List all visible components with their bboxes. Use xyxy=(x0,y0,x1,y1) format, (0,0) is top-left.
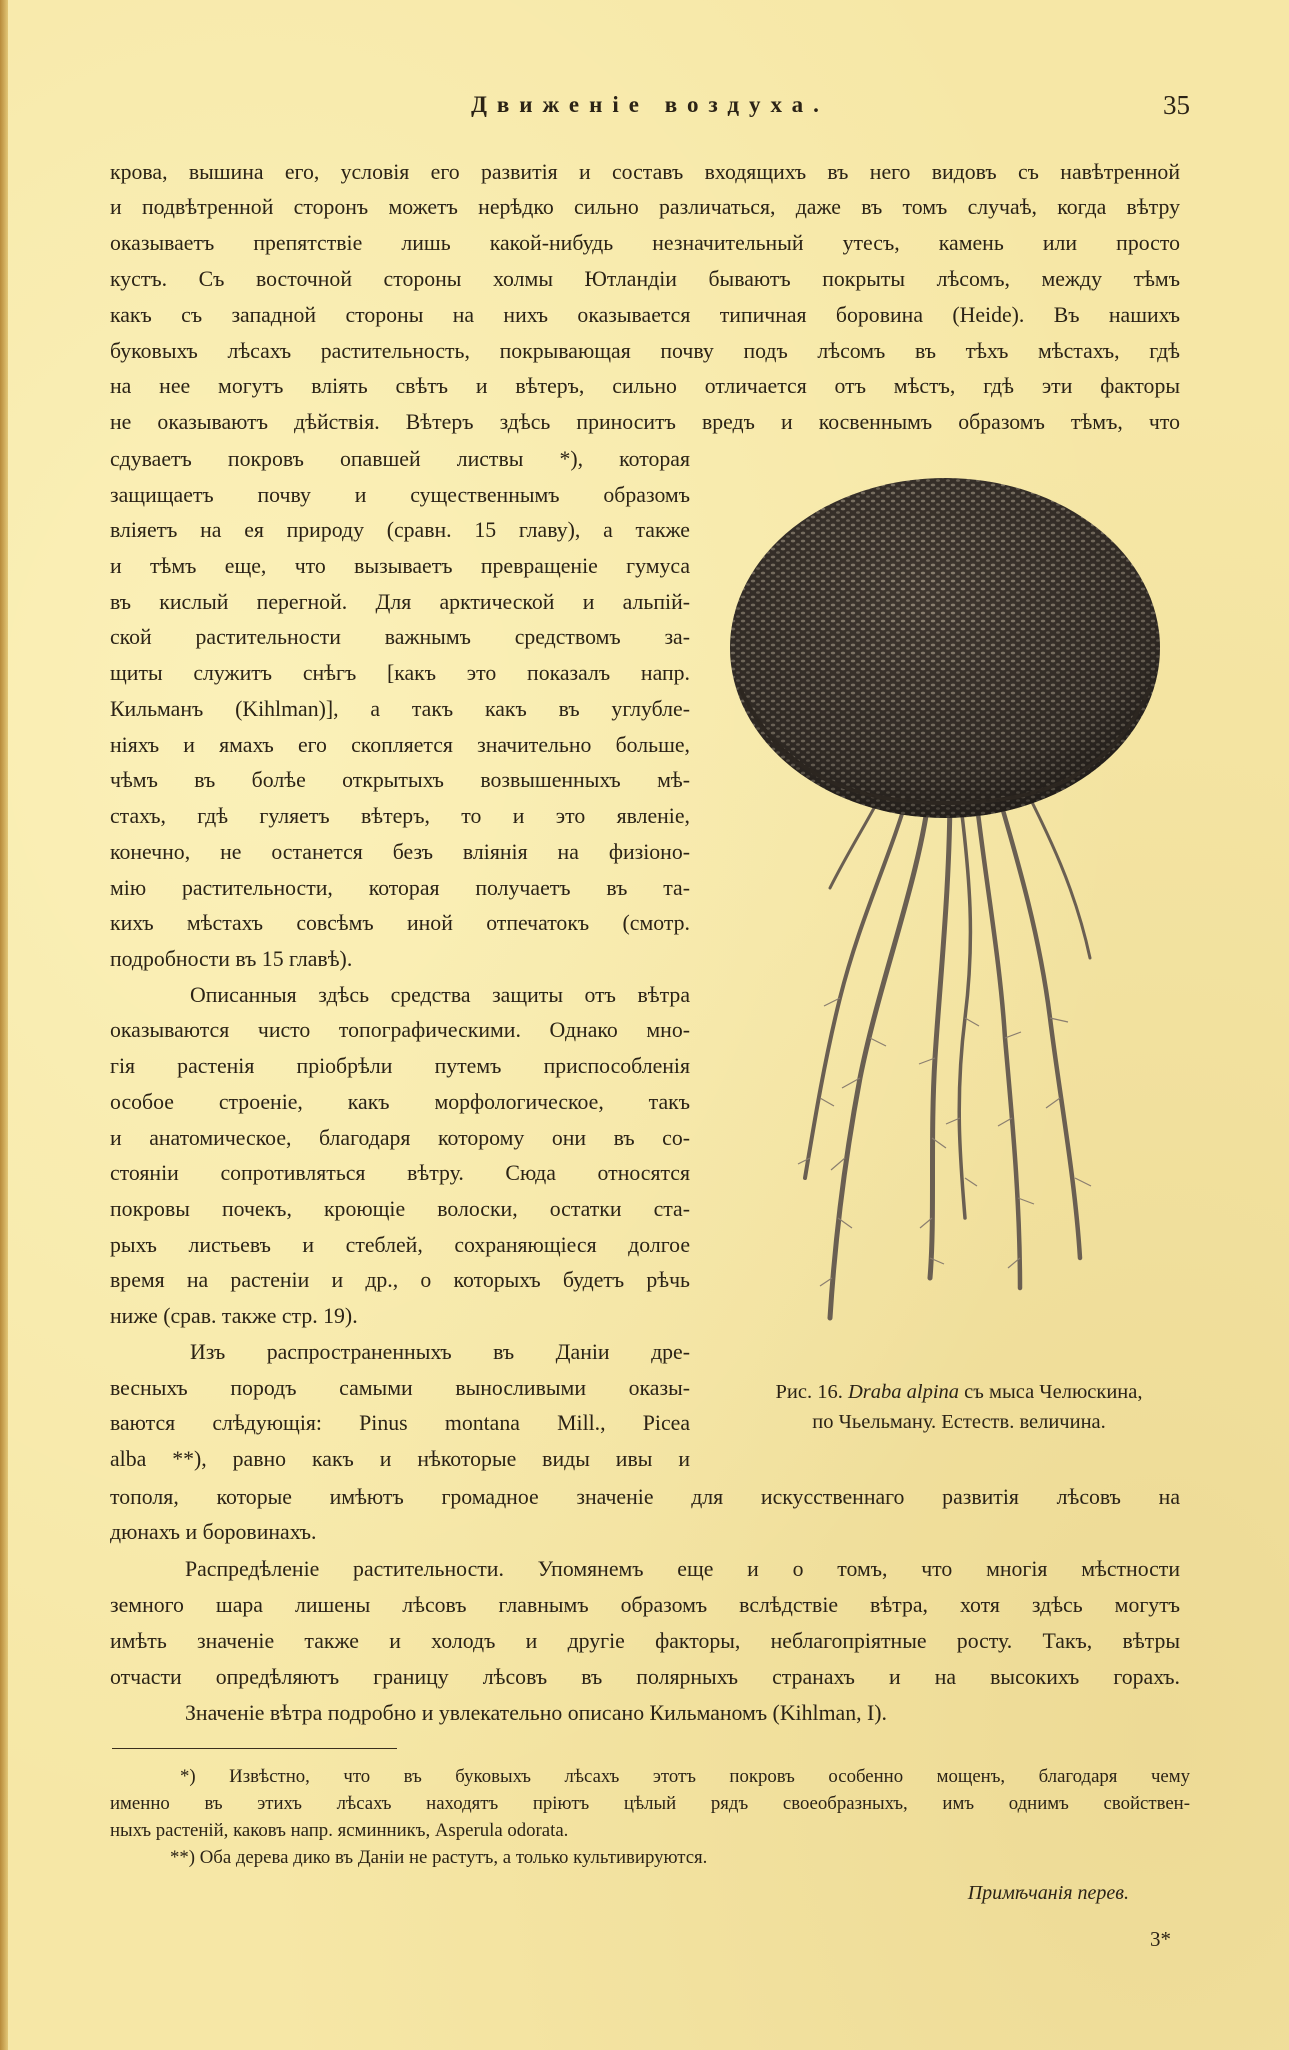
column-line: щиты служитъ снѣгъ [какъ это показалъ напр. xyxy=(110,661,690,685)
caption-species: Draba alpina xyxy=(847,1381,960,1403)
page-number: 35 xyxy=(1163,90,1190,120)
column-line: мію растительности, которая получаетъ въ та- xyxy=(110,876,690,900)
column-line: защищаетъ почву и существеннымъ образомъ xyxy=(110,483,690,507)
text-line: тополя, которые имѣютъ громадное значеніе для искусственнаго развитія лѣсовъ на xyxy=(110,1485,1180,1509)
column-line: ваются слѣдующія: Pinus montana Mill., Picea xyxy=(110,1411,690,1435)
column-line: конечно, не останется безъ вліянія на физіоно- xyxy=(110,840,690,864)
column-line: Изъ распространенныхъ въ Даніи дре- xyxy=(190,1340,690,1364)
column-line: покровы почекъ, кроющіе волоски, остатки ста- xyxy=(110,1197,690,1221)
column-line: подробности въ 15 главѣ). xyxy=(110,947,353,971)
figure-caption xyxy=(714,1378,1204,1406)
column-line: стахъ, гдѣ гуляетъ вѣтеръ, то и это явленіе, xyxy=(110,804,690,828)
section-lead-line: Распредѣленіе растительности. Упомянемъ еще и о томъ, что многія мѣстности xyxy=(185,1557,1180,1581)
text-line: какъ съ западной стороны на нихъ оказывается типичная боровина (Heide). Въ нашихъ xyxy=(110,303,1180,327)
figure-caption-line-2: по Чьельману. Естеств. величина. xyxy=(812,1411,1106,1433)
column-line: и анатомическое, благодаря которому они въ со- xyxy=(110,1126,690,1150)
column-line: гія растенія пріобрѣли путемъ приспособленія xyxy=(110,1054,690,1078)
running-header xyxy=(110,92,1190,126)
column-line: кихъ мѣстахъ совсѣмъ иной отпечатокъ (смотр. xyxy=(110,911,690,935)
column-line: ніяхъ и ямахъ его скопляется значительно больше, xyxy=(110,733,690,757)
text-line: крова, вышина его, условія его развитія и составъ входящихъ въ него видовъ съ навѣтренной xyxy=(110,160,1180,184)
column-line: весныхъ породъ самыми выносливыми оказы- xyxy=(110,1376,690,1400)
column-line: въ кислый перегной. Для арктической и альпій- xyxy=(110,590,690,614)
column-line: Описанныя здѣсь средства защиты отъ вѣтра xyxy=(190,983,690,1007)
column-line: и тѣмъ еще, что вызываетъ превращеніе гумуса xyxy=(110,554,690,578)
column-line: сдуваетъ покровъ опавшей листвы *), которая xyxy=(110,447,690,471)
text-line: на нее могутъ вліять свѣтъ и вѣтеръ, сильно отличается отъ мѣстъ, гдѣ эти факторы xyxy=(110,374,1180,398)
column-line: alba **), равно какъ и нѣкоторые виды ивы и xyxy=(110,1447,690,1471)
draba-alpina-illustration xyxy=(720,458,1190,1358)
column-line: оказываются чисто топографическими. Однако мно- xyxy=(110,1018,690,1042)
text-line: кустъ. Съ восточной стороны холмы Ютландіи бываютъ покрыты лѣсомъ, между тѣмъ xyxy=(110,267,1180,291)
text-line: буковыхъ лѣсахъ растительность, покрывающая почву подъ лѣсомъ въ тѣхъ мѣстахъ, гдѣ xyxy=(110,339,1180,363)
column-line: время на растеніи и др., о которыхъ будетъ рѣчь xyxy=(110,1268,690,1292)
caption-locality: съ мыса Челюскина, xyxy=(964,1381,1143,1403)
translator-note: Примѣчанія перев. xyxy=(967,1882,1129,1904)
text-line: дюнахъ и боровинахъ. xyxy=(110,1520,317,1544)
text-line: Значеніе вѣтра подробно и увлекательно описано Кильманомъ (Kihlman, I). xyxy=(185,1701,887,1725)
text-line: и подвѣтренной сторонъ можетъ нерѣдко сильно различаться, даже въ томъ случаѣ, когда вѣтру xyxy=(110,195,1180,219)
column-line: особое строеніе, какъ морфологическое, такъ xyxy=(110,1090,690,1114)
page-edge xyxy=(0,0,8,2050)
running-title: Движеніе воздуха. xyxy=(471,92,829,117)
column-line: ской растительности важнымъ средствомъ за- xyxy=(110,625,690,649)
text-line: имѣть значеніе также и холодъ и другіе факторы, неблагопріятные росту. Такъ, вѣтры xyxy=(110,1629,1180,1653)
text-line: не оказываютъ дѣйствія. Вѣтеръ здѣсь приноситъ вредъ и косвеннымъ образомъ тѣмъ, что xyxy=(110,410,1180,434)
footnote-line: *) Извѣстно, что въ буковыхъ лѣсахъ этотъ покровъ особенно мощенъ, благодаря чему xyxy=(180,1766,1190,1787)
signature-mark: 3* xyxy=(1150,1927,1171,1951)
column-line: вліяетъ на ея природу (сравн. 15 главу), а также xyxy=(110,518,690,542)
column-line: Кильманъ (Kihlman)], а такъ какъ въ углубле- xyxy=(110,697,690,721)
text-line: земного шара лишены лѣсовъ главнымъ образомъ вслѣдствіе вѣтра, хотя здѣсь могутъ xyxy=(110,1593,1180,1617)
footnote-line: именно въ этихъ лѣсахъ находятъ пріютъ цѣлый рядъ своеобразныхъ, имъ однимъ свойствен- xyxy=(110,1793,1190,1814)
column-line: рыхъ листьевъ и стеблей, сохраняющіеся долгое xyxy=(110,1233,690,1257)
footnote-rule xyxy=(112,1748,397,1749)
column-line: ниже (срав. также стр. 19). xyxy=(110,1304,358,1328)
column-line: чѣмъ въ болѣе открытыхъ возвышенныхъ мѣ- xyxy=(110,768,690,792)
text-line: оказываетъ препятствіе лишь какой-нибудь незначительный утесъ, камень или просто xyxy=(110,231,1180,255)
footnote-line: ныхъ растеній, каковъ напр. ясминникъ, Asperula odorata. xyxy=(110,1820,569,1841)
column-line: стояніи сопротивляться вѣтру. Сюда относятся xyxy=(110,1161,690,1185)
text-line: отчасти опредѣляютъ границу лѣсовъ въ полярныхъ странахъ и на высокихъ горахъ. xyxy=(110,1665,1180,1689)
footnote-line: **) Оба дерева дико въ Даніи не растутъ, а только культивируются. xyxy=(170,1847,708,1868)
caption-number: Рис. 16. xyxy=(775,1381,843,1403)
